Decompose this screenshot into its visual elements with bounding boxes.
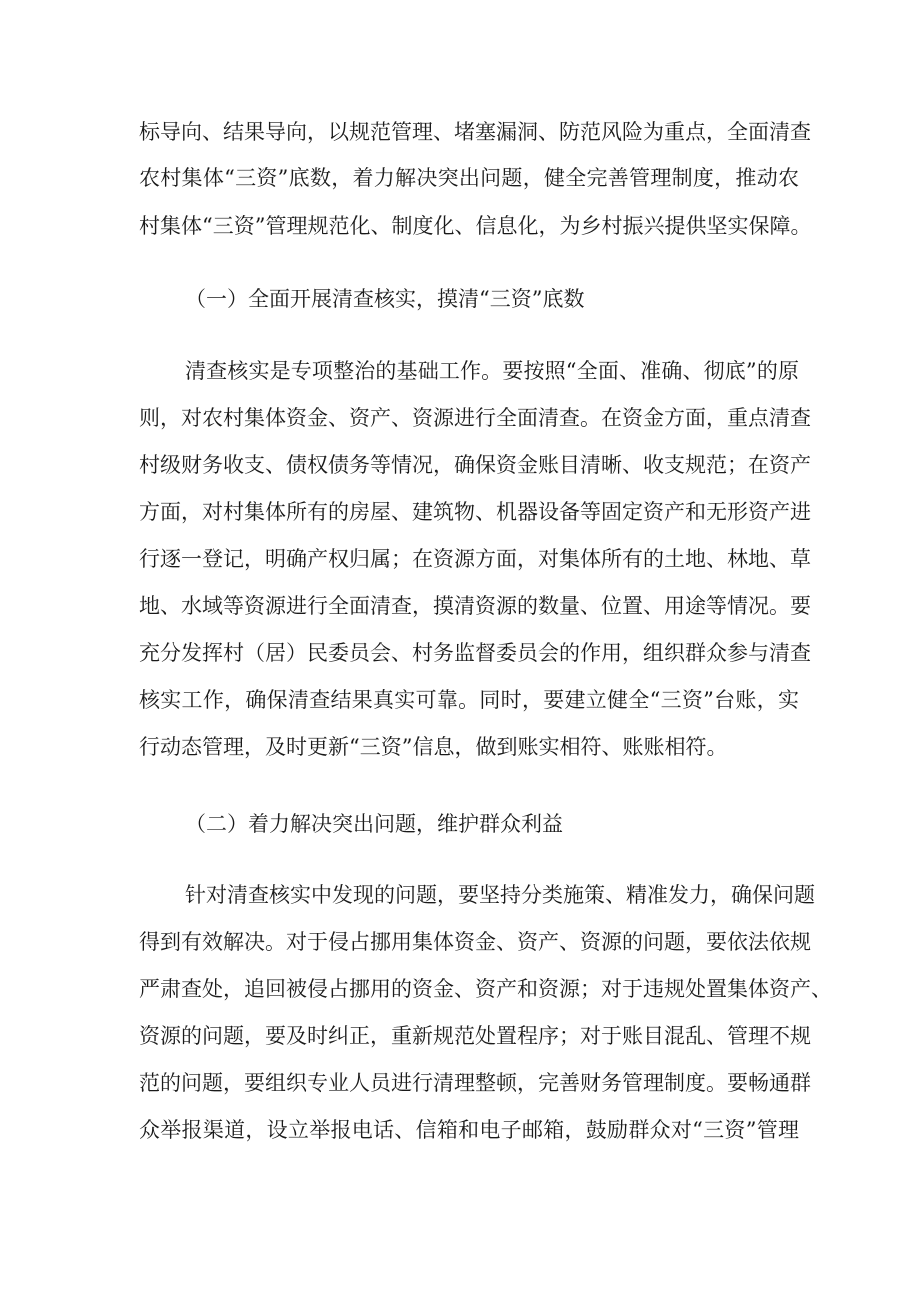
- section-heading-1: （一）全面开展清查核实，摸清“三资”底数: [185, 287, 585, 311]
- section-heading-2: （二）着力解决突出问题，维护群众利益: [185, 812, 563, 836]
- paragraph-line: 方面，对村集体所有的房屋、建筑物、机器设备等固定资产和无形资产进: [139, 500, 811, 524]
- paragraph-line: 标导向、结果导向，以规范管理、堵塞漏洞、防范风险为重点，全面清查: [139, 120, 811, 144]
- paragraph-line: 村集体“三资”管理规范化、制度化、信息化，为乡村振兴提供坚实保障。: [139, 214, 812, 238]
- paragraph-line: 针对清查核实中发现的问题，要坚持分类施策、精准发力，确保问题: [185, 883, 815, 907]
- paragraph-line: 得到有效解决。对于侵占挪用集体资金、资产、资源的问题，要依法依规: [139, 930, 811, 954]
- paragraph-line: 核实工作，确保清查结果真实可靠。同时，要建立健全“三资”台账，实: [139, 688, 799, 712]
- paragraph-line: 充分发挥村（居）民委员会、村务监督委员会的作用，组织群众参与清查: [139, 641, 811, 665]
- paragraph-line: 资源的问题，要及时纠正，重新规范处置程序；对于账目混乱、管理不规: [139, 1024, 811, 1048]
- paragraph-line: 行动态管理，及时更新“三资”信息，做到账实相符、账账相符。: [139, 735, 728, 759]
- paragraph-line: 农村集体“三资”底数，着力解决突出问题，健全完善管理制度，推动农: [139, 166, 799, 190]
- paragraph-line: 范的问题，要组织专业人员进行清理整顿，完善财务管理制度。要畅通群: [139, 1071, 811, 1095]
- paragraph-line: 清查核实是专项整治的基础工作。要按照“全面、准确、彻底”的原: [185, 359, 799, 383]
- paragraph-line: 地、水域等资源进行全面清查，摸清资源的数量、位置、用途等情况。要: [139, 594, 811, 618]
- paragraph-line: 众举报渠道，设立举报电话、信箱和电子邮箱，鼓励群众对“三资”管理: [139, 1118, 799, 1142]
- paragraph-line: 严肃查处，追回被侵占挪用的资金、资产和资源；对于违规处置集体资产、: [139, 977, 832, 1001]
- paragraph-line: 行逐一登记，明确产权归属；在资源方面，对集体所有的土地、林地、草: [139, 547, 811, 571]
- paragraph-line: 村级财务收支、债权债务等情况，确保资金账目清晰、收支规范；在资产: [139, 453, 811, 477]
- paragraph-line: 则，对农村集体资金、资产、资源进行全面清查。在资金方面，重点清查: [139, 406, 811, 430]
